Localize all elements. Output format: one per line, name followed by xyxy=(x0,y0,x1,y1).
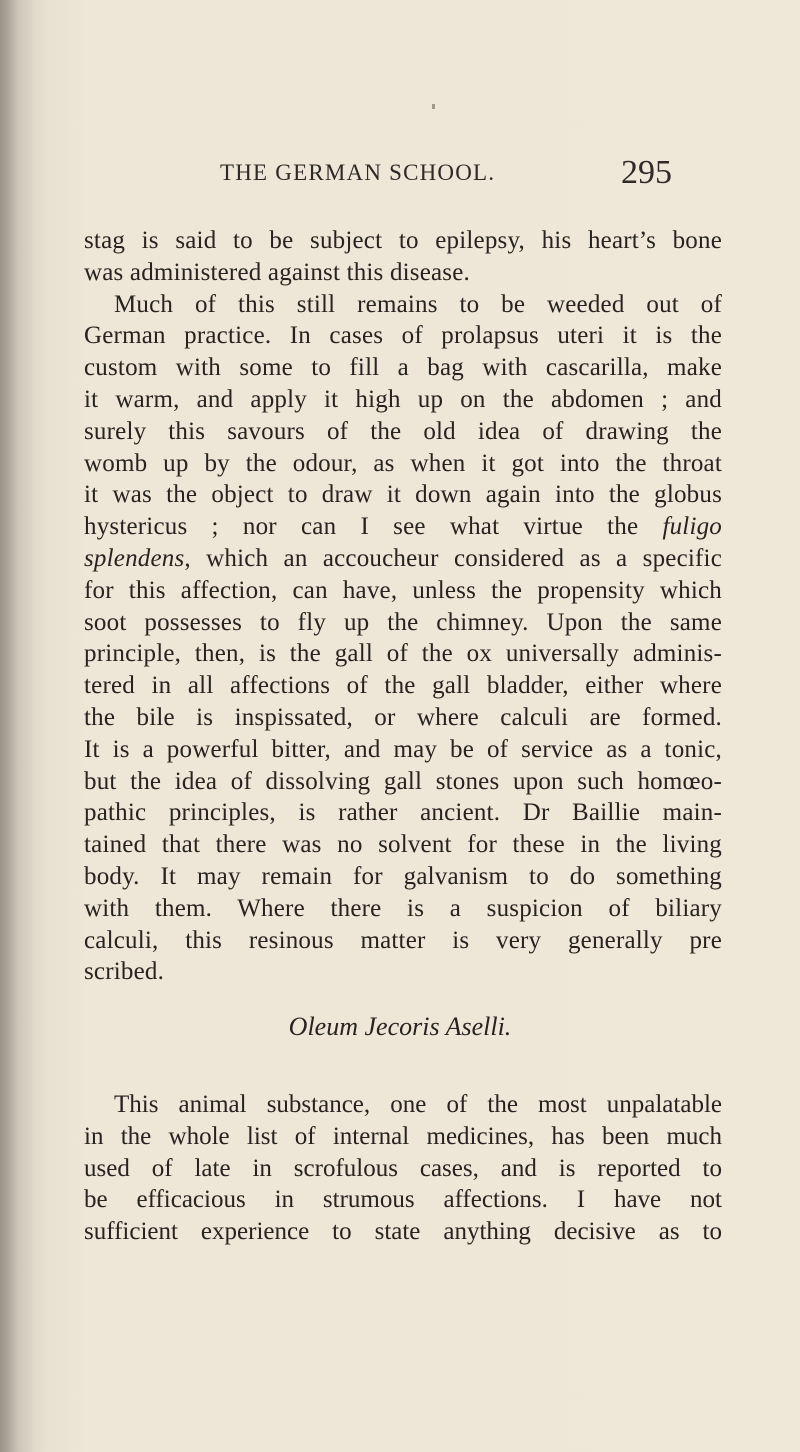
text-line: calculi, this resinous matter is very generally pre xyxy=(84,926,722,954)
main-text xyxy=(84,225,722,988)
gutter-shadow xyxy=(0,0,36,1452)
text-fragment: , which an accoucheur considered as a specific xyxy=(184,544,722,572)
italic-term: splendens xyxy=(84,544,185,572)
text-line: the bile is inspissated, or where calculi are formed. xyxy=(84,703,722,731)
section-heading: Oleum Jecoris Aselli. xyxy=(288,1012,512,1041)
text-line: This animal substance, one of the most unpalatable xyxy=(114,1091,722,1118)
text-line: stag is said to be subject to epilepsy, his heart’s bone xyxy=(84,227,722,254)
text-line: German practice. In cases of prolapsus uteri it is the xyxy=(84,322,722,350)
text-line: principle, then, is the gall of the ox universally adminis- xyxy=(84,640,722,668)
page-header xyxy=(0,154,800,200)
text-line: scribed. xyxy=(84,958,165,986)
text-line: surely this savours of the old idea of drawing the xyxy=(84,417,722,445)
text-line: was administered against this disease. xyxy=(84,258,470,286)
text-line: pathic principles, is rather ancient. Dr Baillie main- xyxy=(84,799,722,827)
text-line: body. It may remain for galvanism to do something xyxy=(84,862,722,890)
text-line: for this affection, can have, unless the propensity which xyxy=(84,576,722,604)
text-line: soot possesses to fly up the chimney. Upon the same xyxy=(84,608,722,636)
text-line: but the idea of dissolving gall stones upon such homœo- xyxy=(84,767,722,795)
text-line: be efficacious in strumous affections. I have not xyxy=(84,1186,722,1214)
text-line: sufficient experience to state anything decisive as to xyxy=(84,1218,722,1246)
running-head: THE GERMAN SCHOOL. xyxy=(220,160,496,185)
text-line: Much of this still remains to be weeded out of xyxy=(114,290,722,318)
text-line: it warm, and apply it high up on the abdomen ; and xyxy=(84,385,722,413)
text-line: It is a powerful bitter, and may be of service as a tonic, xyxy=(84,735,722,763)
text-line: tered in all affections of the gall bladder, either where xyxy=(84,672,722,700)
text-line-mixed xyxy=(84,511,722,543)
text-line: womb up by the odour, as when it got into the throat xyxy=(84,449,722,477)
ink-speck xyxy=(432,104,435,109)
text-line: with them. Where there is a suspicion of biliary xyxy=(84,894,722,922)
text-line: in the whole list of internal medicines, has been much xyxy=(84,1122,722,1150)
text-line-mixed xyxy=(84,543,722,575)
second-text-block xyxy=(84,1089,722,1248)
page-number: 295 xyxy=(621,154,672,191)
italic-term: fuligo xyxy=(662,513,722,541)
text-line: used of late in scrofulous cases, and is reported to xyxy=(84,1154,722,1182)
text-line: custom with some to fill a bag with cascarilla, make xyxy=(84,354,722,382)
text-fragment: hystericus ; nor can I see what virtue the xyxy=(84,513,639,541)
text-line: it was the object to draw it down again into the globus xyxy=(84,481,722,509)
text-line: tained that there was no solvent for these in the living xyxy=(84,831,722,859)
